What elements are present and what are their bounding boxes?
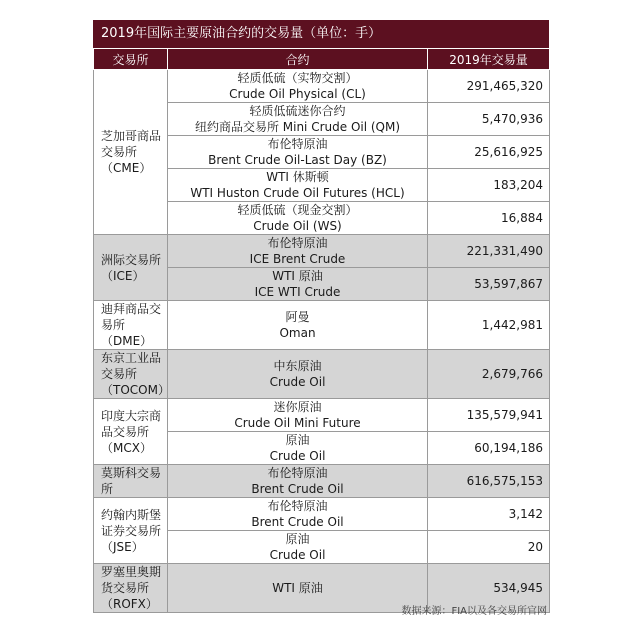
table-row	[94, 350, 550, 399]
table-title: 2019年国际主要原油合约的交易量（单位：手）	[93, 20, 549, 48]
contract-name-en: Brent Crude Oil-Last Day (BZ)	[208, 153, 387, 167]
contract-name-en: ICE Brent Crude	[249, 252, 346, 266]
contract-name-cn: 阿曼	[285, 310, 310, 324]
volume-cell: 16,884	[428, 202, 550, 235]
volume-cell: 2,679,766	[428, 350, 550, 399]
contract-name-cn: 布伦特原油	[267, 466, 328, 480]
volume-cell: 25,616,925	[428, 136, 550, 169]
contract-cell	[168, 169, 428, 202]
contract-cell	[168, 235, 428, 268]
volume-cell: 1,442,981	[428, 301, 550, 350]
contract-name-cn: 迷你原油	[273, 400, 322, 414]
volume-cell: 291,465,320	[428, 70, 550, 103]
contract-name-en: Crude Oil	[269, 375, 326, 389]
contract-name-cn: 布伦特原油	[267, 137, 328, 151]
contract-name-cn: 布伦特原油	[267, 236, 328, 250]
contract-cell	[168, 70, 428, 103]
volume-cell: 20	[428, 531, 550, 564]
contract-name-cn: 原油	[285, 433, 310, 447]
exchange-cell: 洲际交易所（ICE）	[94, 235, 168, 301]
volume-cell: 3,142	[428, 498, 550, 531]
volume-cell: 60,194,186	[428, 432, 550, 465]
contract-name-en: Oman	[279, 326, 316, 340]
contract-cell	[168, 103, 428, 136]
contract-cell	[168, 399, 428, 432]
table-row	[94, 465, 550, 498]
volume-cell: 221,331,490	[428, 235, 550, 268]
contract-name-en: Crude Oil Physical (CL)	[229, 87, 366, 101]
contract-name-en: Brent Crude Oil	[251, 515, 344, 529]
volume-cell: 534,945	[428, 564, 550, 613]
contract-name-cn: WTI 原油	[272, 581, 323, 595]
table-body	[94, 70, 550, 613]
contract-name-en: WTI Huston Crude Oil Futures (HCL)	[190, 186, 405, 200]
contract-name-en: Brent Crude Oil	[251, 482, 344, 496]
contract-name-en: Crude Oil	[269, 548, 326, 562]
header-row	[94, 49, 550, 70]
contract-cell	[168, 465, 428, 498]
volume-cell: 183,204	[428, 169, 550, 202]
contract-cell	[168, 136, 428, 169]
volume-cell: 5,470,936	[428, 103, 550, 136]
volume-table-card	[93, 20, 549, 613]
volume-cell: 616,575,153	[428, 465, 550, 498]
contract-name-cn: 轻质低硫迷你合约	[249, 104, 346, 118]
contract-name-en: ICE WTI Crude	[254, 285, 341, 299]
volume-table	[93, 48, 550, 613]
contract-name-cn: 轻质低硫（现金交割）	[237, 203, 358, 217]
contract-cell	[168, 432, 428, 465]
table-row	[94, 235, 550, 268]
contract-cell	[168, 350, 428, 399]
contract-name-en: Crude Oil	[269, 449, 326, 463]
exchange-cell: 芝加哥商品交易所（CME）	[94, 70, 168, 235]
contract-cell	[168, 268, 428, 301]
exchange-cell: 约翰内斯堡证券交易所（JSE）	[94, 498, 168, 564]
contract-cell	[168, 531, 428, 564]
contract-name-cn: 轻质低硫（实物交割）	[237, 71, 358, 85]
header-contract: 合约	[168, 49, 428, 70]
header-exchange: 交易所	[94, 49, 168, 70]
contract-cell	[168, 564, 428, 613]
contract-cell	[168, 498, 428, 531]
contract-name-cn: WTI 休斯顿	[266, 170, 329, 184]
exchange-cell: 罗塞里奥期货交易所（ROFX）	[94, 564, 168, 613]
exchange-cell: 迪拜商品交易所（DME）	[94, 301, 168, 350]
contract-name-en: Crude Oil Mini Future	[234, 416, 361, 430]
contract-name-en: Crude Oil (WS)	[253, 219, 342, 233]
table-row	[94, 70, 550, 103]
contract-name-cn: WTI 原油	[272, 269, 323, 283]
contract-name-cn: 原油	[285, 532, 310, 546]
exchange-cell: 印度大宗商品交易所（MCX）	[94, 399, 168, 465]
source-note: 数据来源：FIA以及各交易所官网	[401, 606, 547, 617]
contract-name-cn: 中东原油	[273, 359, 322, 373]
contract-cell	[168, 301, 428, 350]
table-row	[94, 498, 550, 531]
volume-cell: 53,597,867	[428, 268, 550, 301]
contract-name-cn: 布伦特原油	[267, 499, 328, 513]
volume-cell: 135,579,941	[428, 399, 550, 432]
table-row	[94, 399, 550, 432]
contract-cell	[168, 202, 428, 235]
header-volume: 2019年交易量	[428, 49, 550, 70]
table-row	[94, 301, 550, 350]
exchange-cell: 莫斯科交易所	[94, 465, 168, 498]
contract-name-en: 纽约商品交易所 Mini Crude Oil (QM)	[194, 120, 401, 134]
exchange-cell: 东京工业品交易所（TOCOM）	[94, 350, 168, 399]
